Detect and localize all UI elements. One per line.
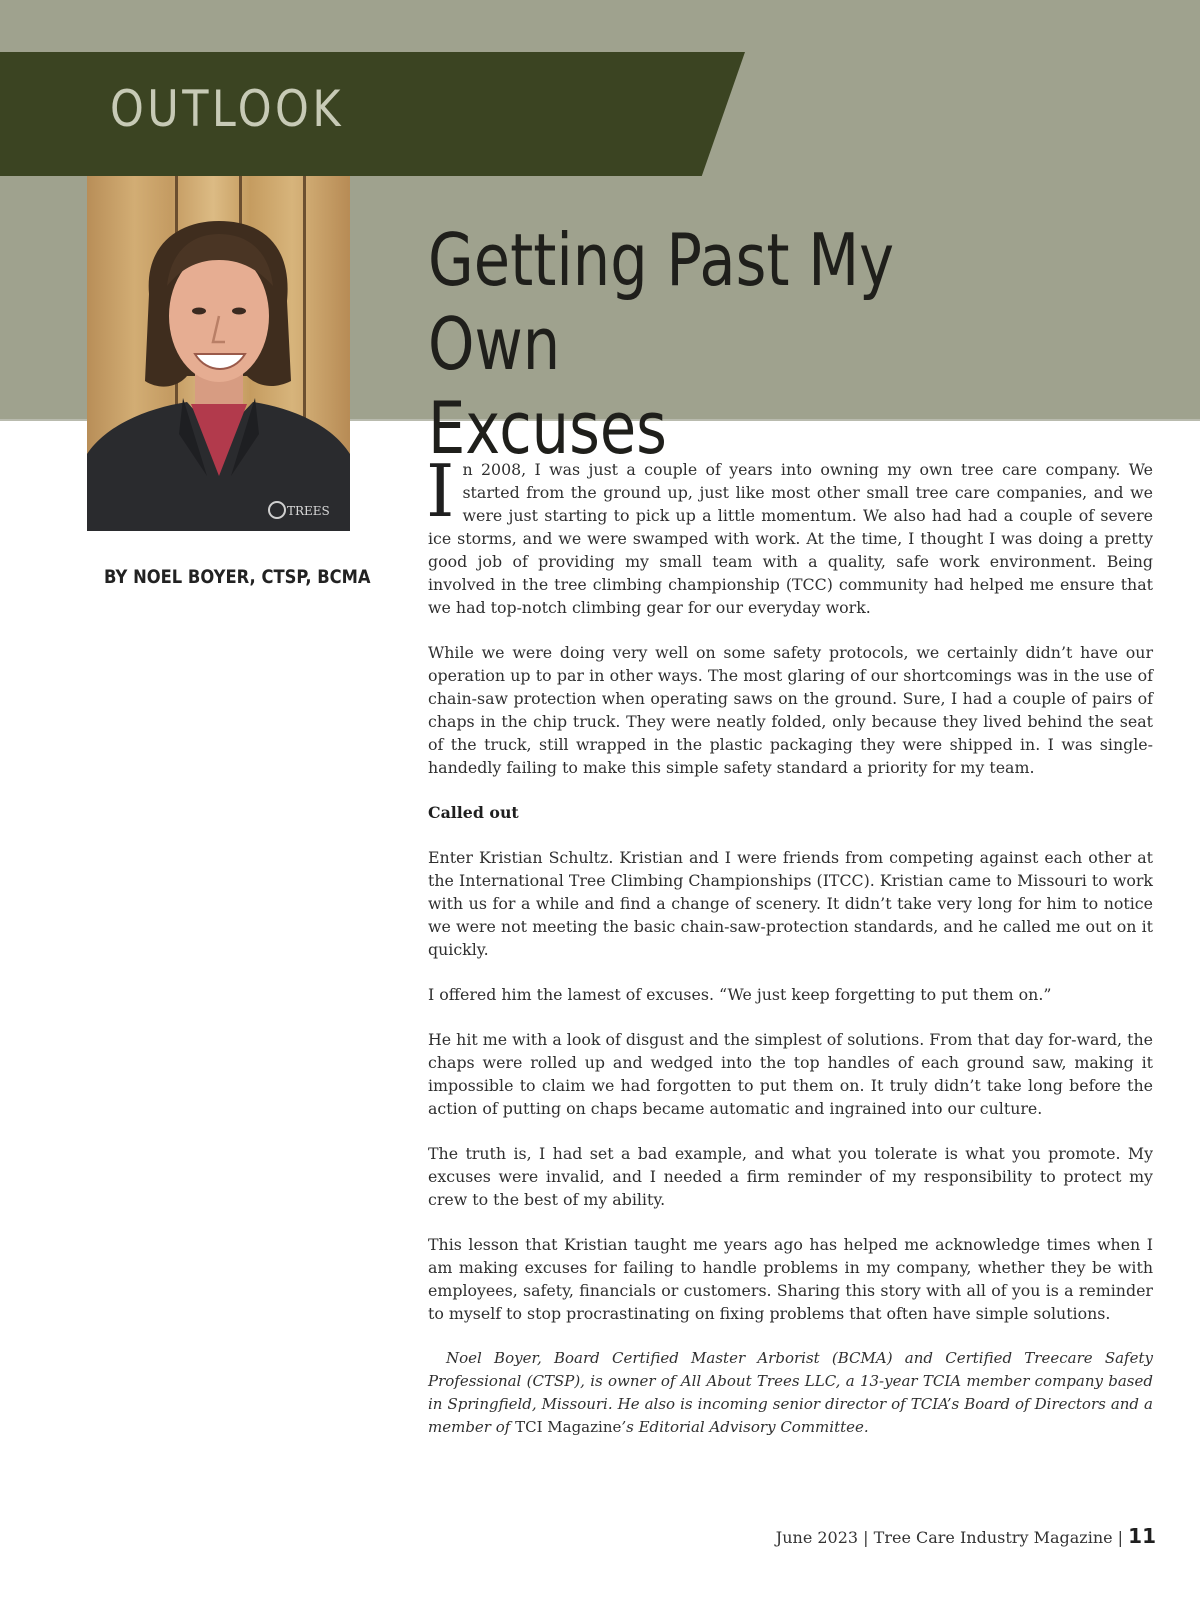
paragraph-7: This lesson that Kristian taught me years ago has helped me acknowledge times when I am making excuses for failing to handle problems in my company, whether they be with employees, safety, financials or customers. Sharing this story with all of you is a reminder to myself to stop procrastinating on fixing problems that often have simple solutions. [428,1235,1153,1323]
headline [428,218,1018,470]
bio-magazine-name: TCI Magazine [515,1418,622,1436]
section-label: OUTLOOK [110,80,344,138]
headline-line-1: Getting Past My Own [428,218,895,386]
paragraph-2: While we were doing very well on some safety protocols, we certainly didn’t have our operation up to par in other ways. The most glaring of our shortcomings was in the use of chain-saw protection when operating saws on the ground. Sure, I had a couple of pairs of chaps in the chip truck. They were neatly folded, only because they lived behind the seat of the truck, still wrapped in the plastic packaging they were shipped in. I was single-handedly failing to make this simple safety standard a priority for my team. [428,643,1153,777]
author-bio [428,1347,1153,1439]
jacket-logo-text: TREES [287,504,330,518]
paragraph-3: Enter Kristian Schultz. Kristian and I were friends from competing against each other at the International Tree Climbing Championships (ITCC). Kristian came to Missouri to work with us for a while and find a change of scenery. It didn’t take very long for him to notice we were not meeting the basic chain-saw-protection standards, and he called me out on it quickly. [428,848,1153,959]
paragraph-1-text: n 2008, I was just a couple of years into owning my own tree care company. We started from the ground up, just like most other small tree care companies, and we were just starting to pick up a little momentum. We also had had a couple of severe ice storms, and we were swamped with work. At the time, I thought I was doing a pretty good job of providing my small team with a quality, safe work environment. Being involved in the tree climbing championship (TCC) community had helped me ensure that we had top-notch climbing gear for our everyday work. [428,460,1153,617]
drop-cap: I [426,449,455,533]
paragraph-1 [426,449,1153,619]
bio-text-1: Noel Boyer, Board Certified Master Arborist (BCMA) and Certified Treecare Safety Professional (CTSP), is owner of All About Trees LLC, a 13-year TCIA member company based in Springfield, Missouri. He also is incoming senior director of TCIA’s Board of Directors and a member of [428,1349,1153,1436]
person-portrait [87,176,350,531]
subheading: Called out [428,803,519,822]
article-body [426,449,1153,1461]
page-footer [776,1524,1156,1548]
bio-text-2: ’s Editorial Advisory Committee. [621,1418,869,1436]
byline: BY NOEL BOYER, CTSP, BCMA [104,566,371,588]
headline-line-2: Excuses [428,386,667,470]
footer-text: June 2023 | Tree Care Industry Magazine | [775,1528,1129,1547]
paragraph-5: He hit me with a look of disgust and the simplest of solutions. From that day for-ward, the chaps were rolled up and wedged into the top handles of each ground saw, making it impossible to claim we had forgotten to put them on. It truly didn’t take long before the action of putting on chaps became automatic and ingrained into our culture. [428,1030,1153,1118]
page-number: 11 [1128,1524,1156,1548]
author-photo [87,176,350,531]
paragraph-4: I offered him the lamest of excuses. “We just keep forgetting to put them on.” [428,985,1052,1004]
paragraph-6: The truth is, I had set a bad example, and what you tolerate is what you promote. My excuses were invalid, and I needed a firm reminder of my responsibility to protect my crew to the best of my ability. [428,1144,1153,1209]
